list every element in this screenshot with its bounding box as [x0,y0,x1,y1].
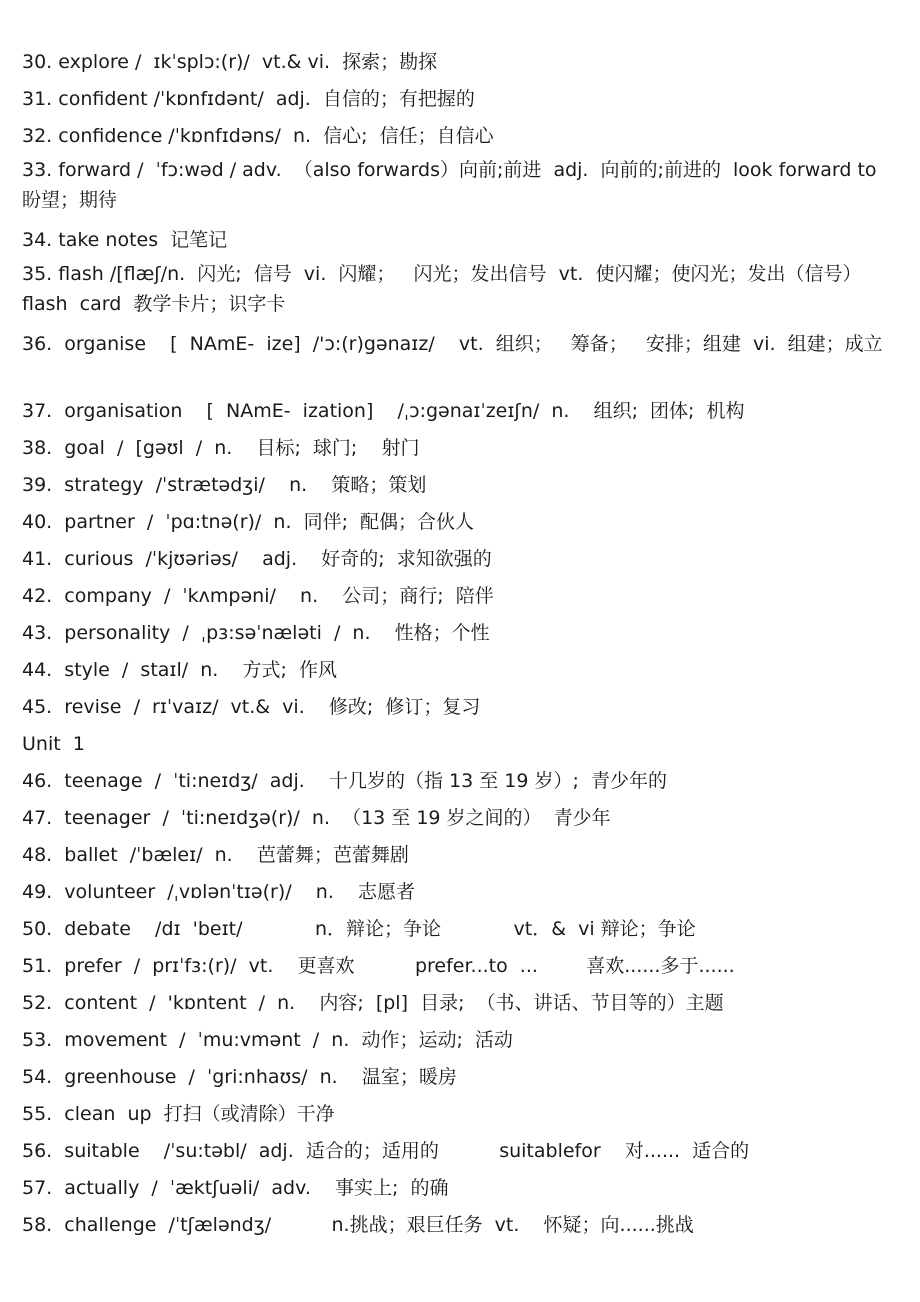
vocab-entry-35-continued: flash card 教学卡片；识字卡 [22,293,286,315]
vocab-entry-34: 34. take notes 记笔记 [22,229,228,251]
vocab-entry-40: 40. partner / ˈpɑ:tnə(r)/ n. 同伴; 配偶；合伙人 [22,511,475,533]
unit-heading: Unit 1 [22,733,85,755]
vocab-entry-42: 42. company / ˈkʌmpəni/ n. 公司；商行; 陪伴 [22,585,494,607]
vocab-entry-56: 56. suitable /ˈsu:təbl/ adj. 适合的；适用的 suitablefor 对...... 适合的 [22,1140,750,1162]
vocab-entry-45: 45. revise / rɪˈvaɪz/ vt.& vi. 修改; 修订；复习 [22,696,481,718]
vocab-entry-41: 41. curious /ˈkjʊəriəs/ adj. 好奇的; 求知欲强的 [22,548,492,570]
vocab-entry-31: 31. confident /ˈkɒnfɪdənt/ adj. 自信的；有把握的 [22,88,475,110]
vocab-entry-57: 57. actually / ˈæktʃuəli/ adv. 事实上; 的确 [22,1177,449,1199]
vocab-entry-48: 48. ballet /ˈbæleɪ/ n. 芭蕾舞；芭蕾舞剧 [22,844,409,866]
vocab-entry-36: 36. organise [ NAmE- ize] /'ɔ:(r)gənaɪz/ vt. 组织； 筹备； 安排；组建 vi. 组建；成立 [22,333,883,355]
vocab-entry-39: 39. strategy /ˈstrætədʒi/ n. 策略；策划 [22,474,427,496]
vocab-entry-52: 52. content / 'kɒntent / n. 内容; [pl] 目录; （书、讲话、节目等的）主题 [22,992,724,1014]
vocab-entry-33-continued: 盼望；期待 [22,189,118,211]
vocab-entry-50: 50. debate /dɪ 'beɪt/ n．辩论；争论 vt．& vi 辩论；争论 [22,918,696,940]
blank-line [22,363,920,393]
vocab-entry-51: 51. prefer / prɪˈfɜ:(r)/ vt. 更喜欢 prefer...to ... 喜欢......多于...... [22,955,735,977]
vocab-entry-47: 47. teenager / ˈti:neɪdʒə(r)/ n. （13 至 19 岁之间的） 青少年 [22,807,611,829]
vocab-entry-38: 38. goal / [gəʊl / n. 目标; 球门; 射门 [22,437,420,459]
vocab-entry-37: 37. organisation [ NAmE- ization] /ˌɔ:gənaɪˈzeɪʃn/ n. 组织; 团体; 机构 [22,400,745,422]
vocab-entry-53: 53. movement / ˈmu:vmənt / n. 动作；运动; 活动 [22,1029,513,1051]
vocab-entry-43: 43. personality / ˌpɜ:səˈnæləti / n. 性格；个性 [22,622,490,644]
vocab-entry-32: 32. confidence /ˈkɒnfɪdəns/ n. 信心; 信任；自信心 [22,125,494,147]
vocab-entry-58: 58. challenge /ˈtʃæləndʒ/ n.挑战；艰巨任务 vt. 怀疑；向......挑战 [22,1214,694,1236]
vocab-entry-44: 44. style / staɪl/ n. 方式; 作风 [22,659,337,681]
vocab-entry-54: 54. greenhouse / ˈgri:nhaʊs/ n. 温室；暖房 [22,1066,457,1088]
vocab-entry-33: 33. forward / ˈfɔ:wəd / adv. （also forwards）向前;前进 adj. 向前的;前进的 look forward to [22,159,877,181]
vocabulary-page [22,44,920,1244]
vocab-entry-30: 30. explore / ɪkˈsplɔ:(r)/ vt.& vi. 探索；勘探 [22,51,438,73]
vocab-entry-55: 55. clean up 打扫（或清除）干净 [22,1103,335,1125]
vocab-entry-46: 46. teenage / ˈti:neɪdʒ/ adj. 十几岁的（指 13 至 19 岁）; 青少年的 [22,770,667,792]
vocab-entry-49: 49. volunteer /ˌvɒlənˈtɪə(r)/ n. 志愿者 [22,881,416,903]
vocab-entry-35: 35. flash /[flæʃ/n. 闪光; 信号 vi. 闪耀； 闪光；发出信号 vt. 使闪耀；使闪光；发出（信号） [22,263,862,285]
